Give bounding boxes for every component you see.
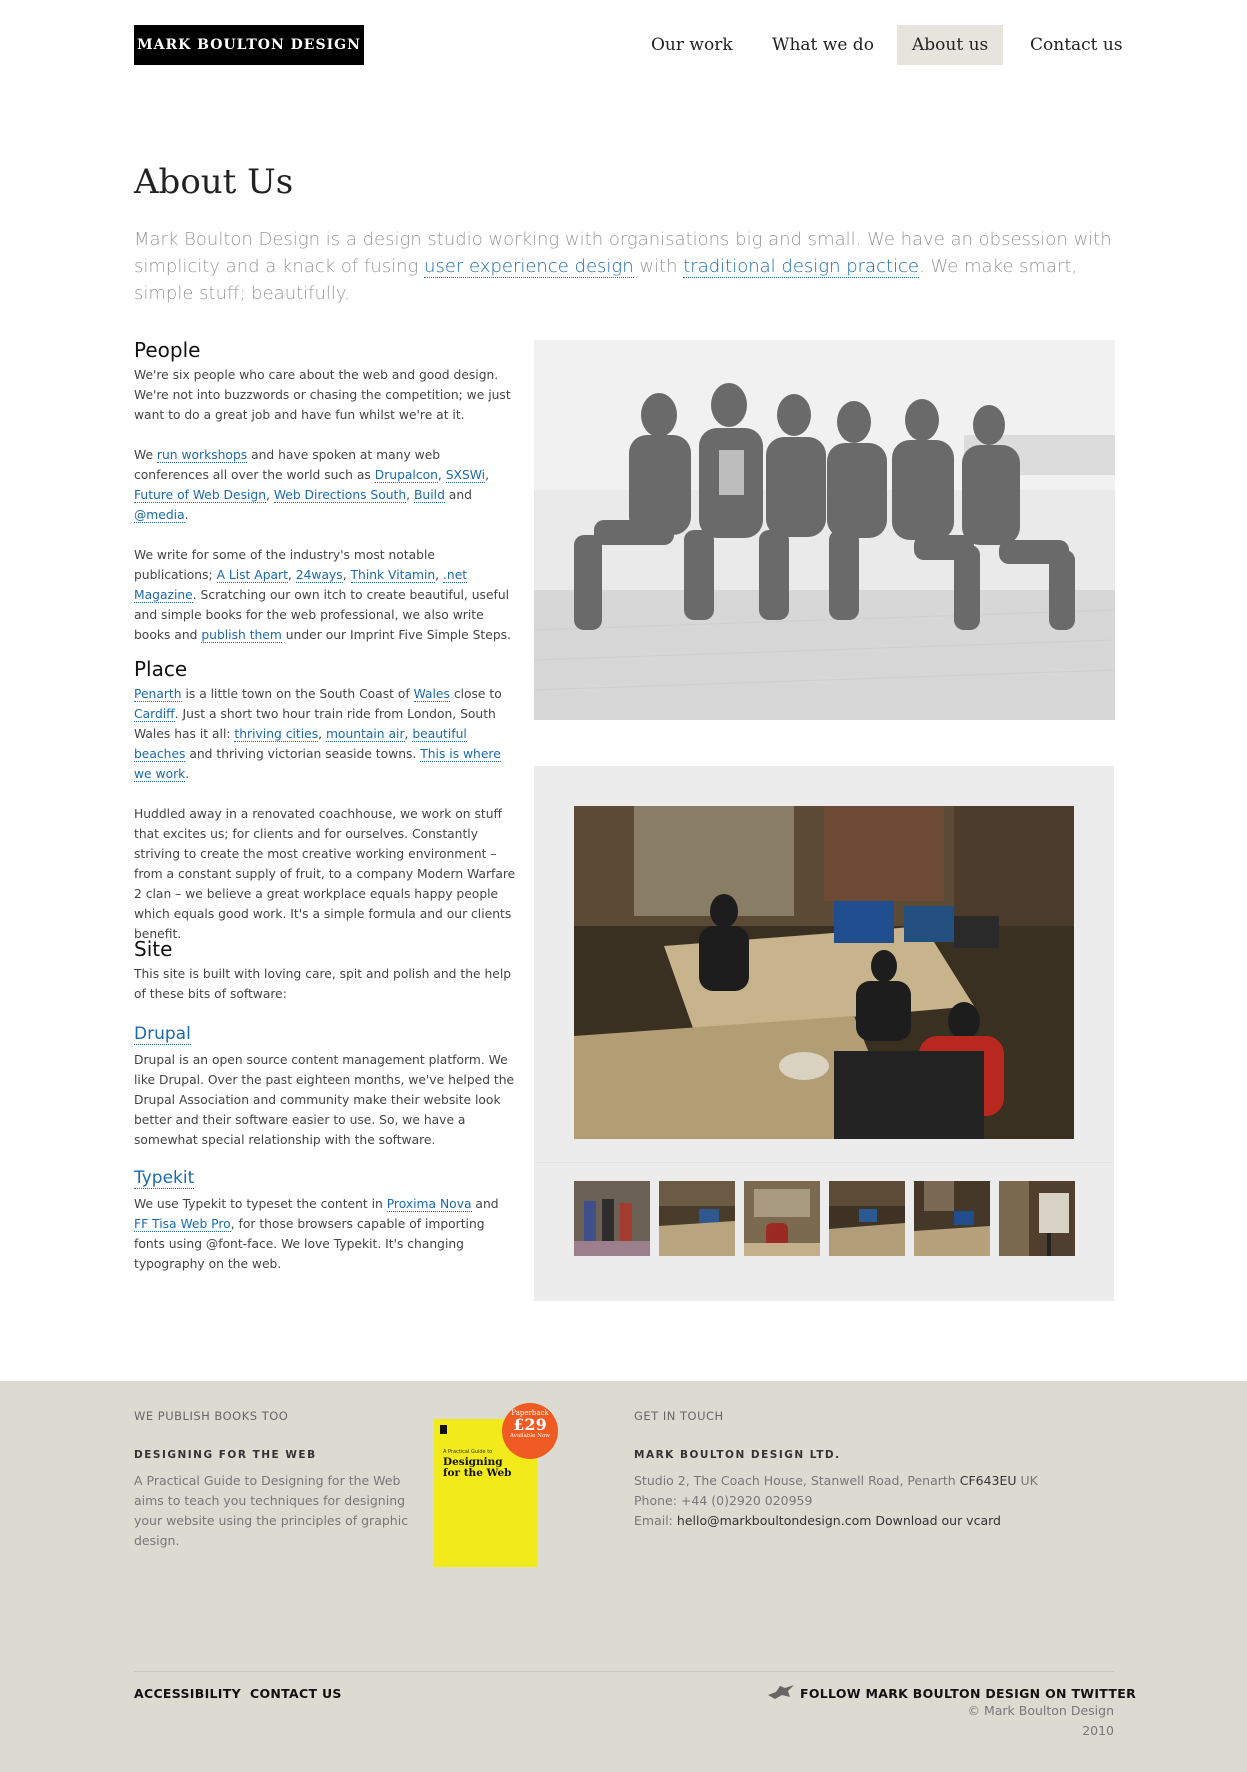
gallery-thumb[interactable] — [744, 1181, 820, 1256]
workshops-link[interactable]: run workshops — [156, 448, 248, 462]
gallery-thumb[interactable] — [914, 1181, 990, 1256]
twitter-bird-icon — [766, 1683, 796, 1701]
people-text — [134, 365, 516, 645]
contact-details: Studio 2, The Coach House, Stanwell Road, Penarth CF643EU UK Phone: +44 (0)2920 020959 Email: hello@markboultondesign.com Download our vcard — [634, 1473, 1038, 1528]
site-heading: Site — [134, 937, 173, 961]
wales-link[interactable]: Wales — [413, 687, 450, 701]
nav-about-us[interactable]: About us — [897, 25, 1003, 65]
typekit-text: We use Typekit to typeset the content in Proxima Nova and FF Tisa Web Pro, for those browsers capable of importing fonts using @font-face. We love Typekit. It's changing typography on the web. — [134, 1197, 499, 1271]
book-description: A Practical Guide to Designing for the Web aims to teach you techniques for designing your website using the principles of graphic design. — [134, 1473, 409, 1548]
footer-divider — [134, 1671, 1114, 1672]
place-p2: Huddled away in a renovated coachhouse, we work on stuff that excites us; for clients and for ourselves. Constantly striving to create the most creative working environment – from a constant supply of fruit, to a company Modern Warfare 2 clan – we believe a great workplace equals happy people which equals good work. It's a simple formula and our clients benefit. — [134, 807, 516, 941]
tisa-link[interactable]: FF Tisa Web Pro — [134, 1217, 231, 1231]
typekit-heading-link[interactable]: Typekit — [134, 1168, 195, 1188]
where-we-work-link[interactable]: This is where we work — [134, 747, 501, 781]
gallery-thumb[interactable] — [574, 1181, 650, 1256]
proxima-nova-link[interactable]: Proxima Nova — [386, 1197, 472, 1211]
people-p2: We run workshops and have spoken at many web conferences all over the world such as Drupalcon, SXSWi, Future of Web Design, Web Directions South, Build and @media. — [134, 448, 489, 522]
vcard-link[interactable]: Download our vcard — [875, 1513, 1001, 1528]
people-p1: We're six people who care about the web and good design. We're not into buzzwords or chasing the competition; we just want to do a great job and have fun whilst we're at it. — [134, 368, 511, 422]
cover-subtitle: A Practical Guide to — [443, 1449, 493, 1455]
atmedia-link[interactable]: @media — [134, 508, 185, 522]
contact-label: GET IN TOUCH — [634, 1409, 724, 1423]
build-link[interactable]: Build — [414, 488, 445, 502]
ala-link[interactable]: A List Apart — [216, 568, 288, 582]
nav-what-we-do[interactable]: What we do — [772, 35, 874, 55]
book-title[interactable]: DESIGNING FOR THE WEB — [134, 1449, 317, 1461]
drupalcon-link[interactable]: Drupalcon — [374, 468, 438, 482]
24ways-link[interactable]: 24ways — [295, 568, 343, 582]
nav-contact-us[interactable]: Contact us — [1030, 35, 1123, 55]
ux-design-link[interactable]: user experience design — [424, 256, 634, 277]
publisher-mark — [440, 1425, 447, 1434]
drupal-text: Drupal is an open source content management platform. We like Drupal. Over the past eighteen months, we've helped the Drupal Association and community make their website look better and their software easier to use. So, we have a somewhat special relationship with the software. — [134, 1053, 515, 1147]
traditional-design-link[interactable]: traditional design practice — [683, 256, 919, 277]
gallery-thumb[interactable] — [829, 1181, 905, 1256]
cover-title: Designing for the Web — [443, 1456, 512, 1479]
office-gallery — [534, 766, 1114, 1301]
page-title: About Us — [134, 162, 294, 202]
wds-link[interactable]: Web Directions South — [273, 488, 407, 502]
cities-link[interactable]: thriving cities — [234, 727, 319, 741]
follow-twitter-link[interactable]: FOLLOW MARK BOULTON DESIGN ON TWITTER — [800, 1686, 1137, 1701]
copyright: © Mark Boulton Design 2010 — [967, 1703, 1114, 1738]
fowd-link[interactable]: Future of Web Design — [134, 488, 267, 502]
accessibility-link[interactable]: ACCESSIBILITY — [134, 1686, 241, 1701]
sxswi-link[interactable]: SXSWi — [445, 468, 486, 482]
footer — [0, 1381, 1247, 1772]
nav-our-work[interactable]: Our work — [651, 35, 733, 55]
mountain-link[interactable]: mountain air — [325, 727, 405, 741]
office-photo[interactable] — [574, 806, 1074, 1139]
drupal-heading-link[interactable]: Drupal — [134, 1024, 191, 1044]
gallery-thumb[interactable] — [999, 1181, 1075, 1256]
team-photo — [534, 340, 1115, 720]
cardiff-link[interactable]: Cardiff — [134, 707, 175, 721]
people-p3: We write for some of the industry's most notable publications; A List Apart, 24ways, Think Vitamin, .net Magazine. Scratching our own itch to create beautiful, useful and simple books for the web professional, we also write books and publish them under our Imprint Five Simple Steps. — [134, 548, 511, 642]
company-name: MARK BOULTON DESIGN LTD. — [634, 1449, 841, 1461]
intro-text: Mark Boulton Design is a design studio working with organisations big and small. We have an obsession with simplicity and a knack of fusing user experience design with traditional design practice. We make smart, simple stuff; beautifully. — [134, 229, 1112, 304]
place-p1: Penarth is a little town on the South Coast of Wales close to Cardiff. Just a short two hour train ride from London, South Wales has it all: thriving cities, mountain air, beautiful beaches and thriving victorian seaside towns. This is where we work. — [134, 687, 502, 781]
place-heading: Place — [134, 657, 188, 681]
penarth-link[interactable]: Penarth — [134, 687, 182, 701]
beaches-link[interactable]: beautiful beaches — [134, 727, 467, 761]
site-intro: This site is built with loving care, spit and polish and the help of these bits of software: — [134, 967, 512, 1001]
gallery-divider — [534, 1162, 1114, 1163]
email-link[interactable]: hello@markboultondesign.com — [676, 1513, 872, 1528]
place-text — [134, 684, 516, 944]
contact-us-link[interactable]: CONTACT US — [250, 1686, 342, 1701]
logo[interactable]: MARK BOULTON DESIGN — [134, 25, 364, 65]
books-label: WE PUBLISH BOOKS TOO — [134, 1409, 289, 1423]
price-badge: Paperback £29 Available Now — [502, 1403, 558, 1459]
people-heading: People — [134, 338, 201, 362]
gallery-thumb[interactable] — [659, 1181, 735, 1256]
net-magazine-link[interactable]: .net Magazine — [134, 568, 468, 602]
think-vitamin-link[interactable]: Think Vitamin — [350, 568, 436, 582]
publish-link[interactable]: publish them — [201, 628, 282, 642]
